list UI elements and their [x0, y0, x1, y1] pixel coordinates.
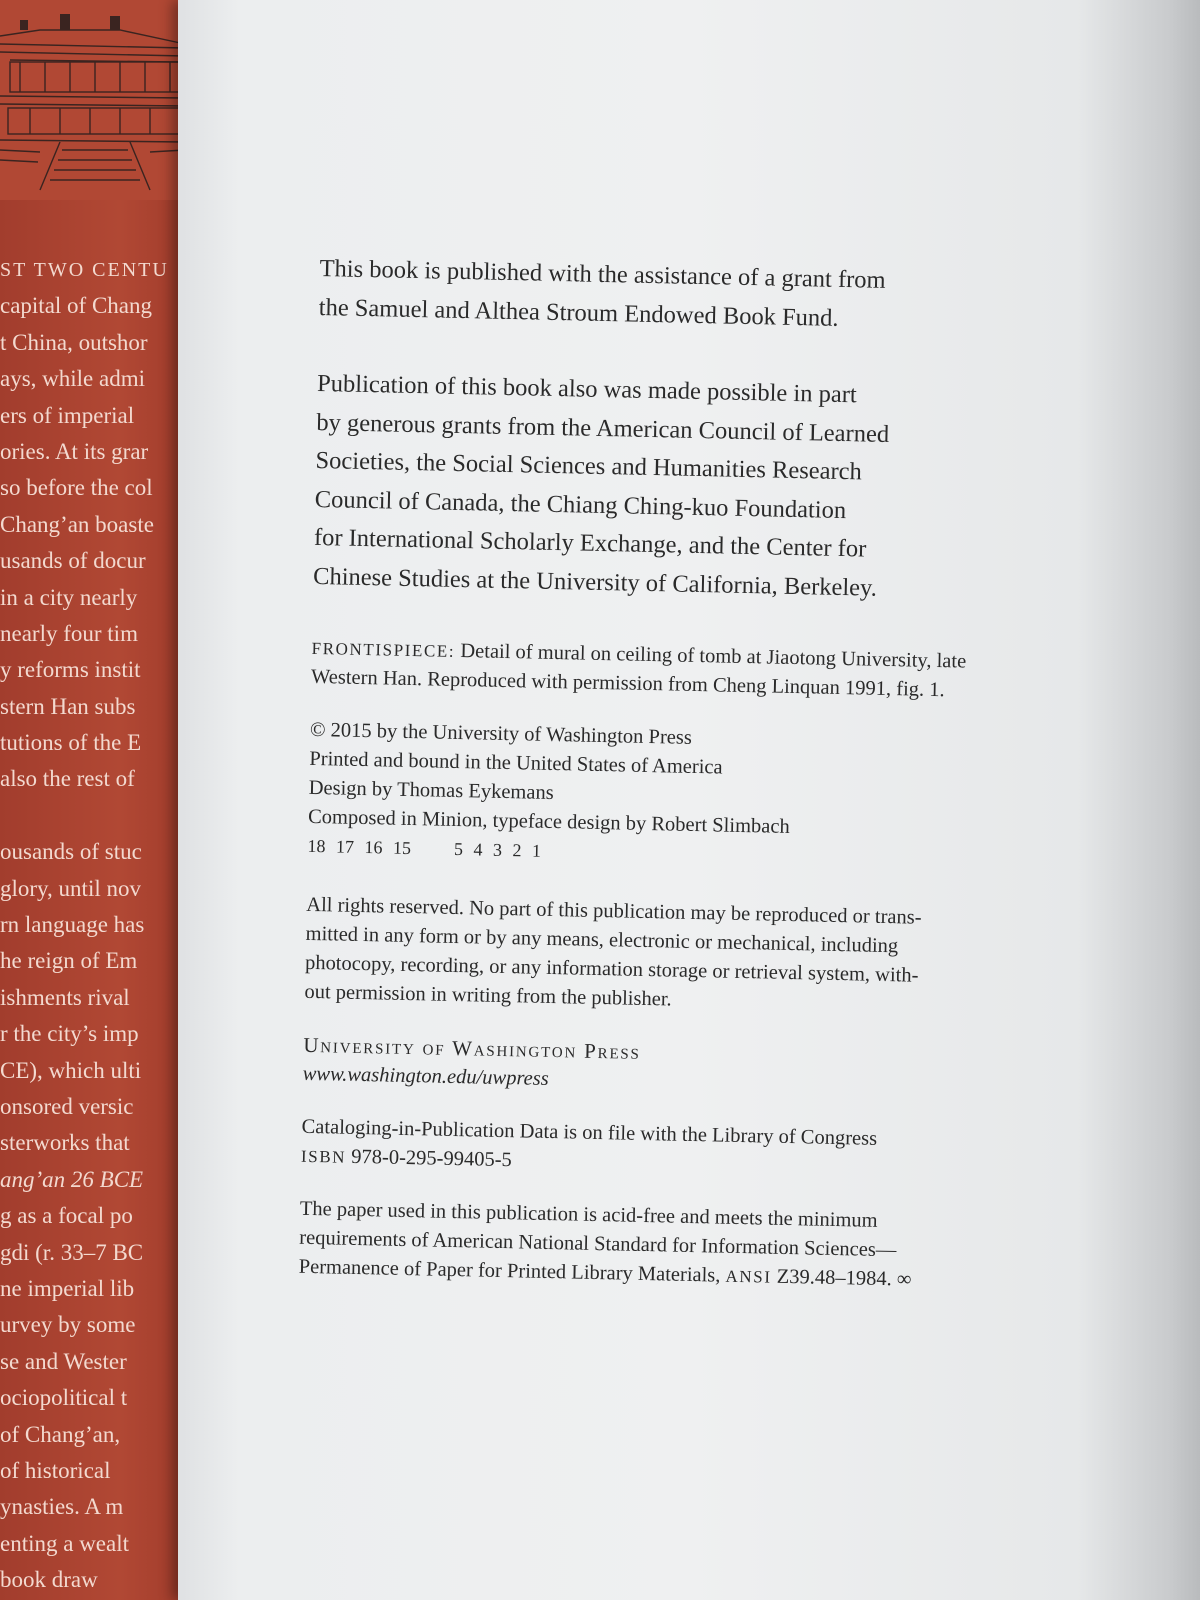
jacket-line: ang’an 26 BCE — [0, 1166, 144, 1192]
jacket-line: stern Han subs — [0, 693, 136, 719]
text-line: All rights reserved. No part of this publication may be reproduced or trans- — [306, 893, 922, 929]
jacket-line: ers of imperial — [0, 402, 135, 428]
cataloging-block — [301, 1113, 1062, 1187]
jacket-line: urvey by some — [0, 1312, 136, 1338]
jacket-line-blank — [0, 798, 200, 834]
text-line: out permission in writing from the publisher. — [304, 980, 672, 1011]
page-content — [298, 250, 1080, 1322]
paper-notice — [298, 1195, 1060, 1298]
jacket-line: capital of Chang — [0, 293, 153, 319]
jacket-line: usands of docur — [0, 548, 146, 574]
ansi-label: ANSI — [725, 1266, 772, 1287]
text-line: Western Han. Reproduced with permission from Cheng Linquan 1991, fig. 1. — [310, 665, 945, 702]
paper-text: Permanence of Paper for Printed Library Materials, — [298, 1255, 726, 1287]
text-line: Publication of this book also was made possible in part — [316, 369, 857, 409]
jacket-line: rn language has — [0, 912, 145, 938]
jacket-line: also the rest of — [0, 766, 135, 792]
isbn-label: ISBN — [300, 1146, 347, 1167]
jacket-line: in a city nearly — [0, 584, 138, 610]
copyright-page — [178, 0, 1200, 1600]
print-run: 1 — [531, 840, 542, 861]
jacket-line: ays, while admi — [0, 366, 145, 392]
text-line: Chinese Studies at the University of California, Berkeley. — [312, 562, 878, 602]
jacket-line: g as a focal po — [0, 1203, 133, 1229]
frontispiece-note — [311, 634, 1072, 708]
design-line: Design by Thomas Eykemans — [308, 776, 554, 805]
jacket-line: glory, until nov — [0, 875, 141, 901]
jacket-line: r the city’s imp — [0, 1021, 139, 1047]
colophon — [307, 716, 1070, 877]
print-run: 5 — [453, 838, 464, 860]
press-url: www.washington.edu/uwpress — [302, 1062, 549, 1090]
text-line: The paper used in this publication is acid-free and meets the minimum — [299, 1197, 878, 1232]
frontispiece-text: Detail of mural on ceiling of tomb at Jiaotong University, late — [454, 639, 967, 673]
text-line: Societies, the Social Sciences and Humanities Research — [315, 446, 863, 486]
print-year: 16 — [364, 837, 383, 858]
jacket-line: enting a wealt — [0, 1530, 130, 1556]
jacket-line: ynasties. A m — [0, 1494, 124, 1520]
jacket-line: of historical — [0, 1457, 111, 1483]
jacket-line: nearly four tim — [0, 620, 138, 646]
jacket-line: ne imperial lib — [0, 1275, 135, 1301]
publication-paragraph — [313, 365, 1078, 612]
grant-paragraph — [318, 250, 1079, 343]
jacket-line: sterworks that — [0, 1130, 130, 1156]
composed-line: Composed in Minion, typeface design by Robert Slimbach — [307, 805, 790, 838]
text-line: by generous grants from the American Council of Learned — [316, 408, 890, 448]
jacket-line: se and Wester — [0, 1348, 127, 1374]
jacket-line: ST TWO CENTU — [0, 259, 169, 281]
rights-notice — [304, 891, 1066, 1023]
jacket-line: CE), which ulti — [0, 1057, 142, 1083]
jacket-line: ousands of stuc — [0, 839, 142, 865]
print-year: 17 — [335, 836, 355, 857]
jacket-line: tutions of the E — [0, 730, 142, 756]
jacket-blurb — [0, 252, 200, 1598]
text-line: mitted in any form or by any means, electronic or mechanical, including — [305, 922, 899, 958]
jacket-line: t China, outshor — [0, 329, 148, 355]
jacket-line: y reforms instit — [0, 657, 141, 683]
jacket-line: ories. At its grar — [0, 438, 149, 464]
jacket-line: book draw — [0, 1567, 98, 1593]
cataloging-line: Cataloging-in-Publication Data is on file with the Library of Congress — [301, 1115, 878, 1150]
jacket-line: Chang’an boaste — [0, 511, 154, 537]
ansi-number: Z39.48–1984. ∞ — [771, 1265, 912, 1291]
print-year: 18 — [307, 835, 326, 857]
copyright-line: © 2015 by the University of Washington Press — [309, 718, 693, 749]
jacket-line: ociopolitical t — [0, 1385, 128, 1411]
jacket-line: onsored versic — [0, 1093, 134, 1119]
text-line: photocopy, recording, or any information storage or retrieval system, with- — [304, 951, 919, 987]
frontispiece-label: FRONTISPIECE: — [311, 638, 456, 661]
palace-illustration — [0, 0, 200, 200]
print-run: 2 — [512, 840, 522, 861]
jacket-line: gdi (r. 33–7 BC — [0, 1239, 144, 1265]
text-line: This book is published with the assistance of a grant from — [319, 254, 886, 294]
press-name: University of Washington Press — [303, 1032, 641, 1064]
text-line: requirements of American National Standard for Information Sciences— — [299, 1226, 897, 1262]
isbn-number: 978-0-295-99405-5 — [345, 1145, 513, 1172]
jacket-line: ishments rival — [0, 984, 130, 1010]
text-line: the Samuel and Althea Stroum Endowed Book Fund. — [318, 293, 839, 332]
jacket-line: so before the col — [0, 475, 153, 501]
jacket-line: of Chang’an, — [0, 1421, 121, 1447]
printed-line: Printed and bound in the United States of America — [309, 747, 723, 779]
jacket-line: he reign of Em — [0, 948, 138, 974]
print-year: 15 — [392, 837, 412, 859]
print-run: 4 — [473, 839, 483, 860]
text-line: for International Scholarly Exchange, and the Center for — [313, 523, 867, 563]
print-run: 3 — [492, 839, 503, 860]
book-jacket-flap — [0, 0, 200, 1600]
press-block — [302, 1031, 1063, 1105]
text-line: Council of Canada, the Chiang Ching-kuo Foundation — [314, 485, 847, 524]
